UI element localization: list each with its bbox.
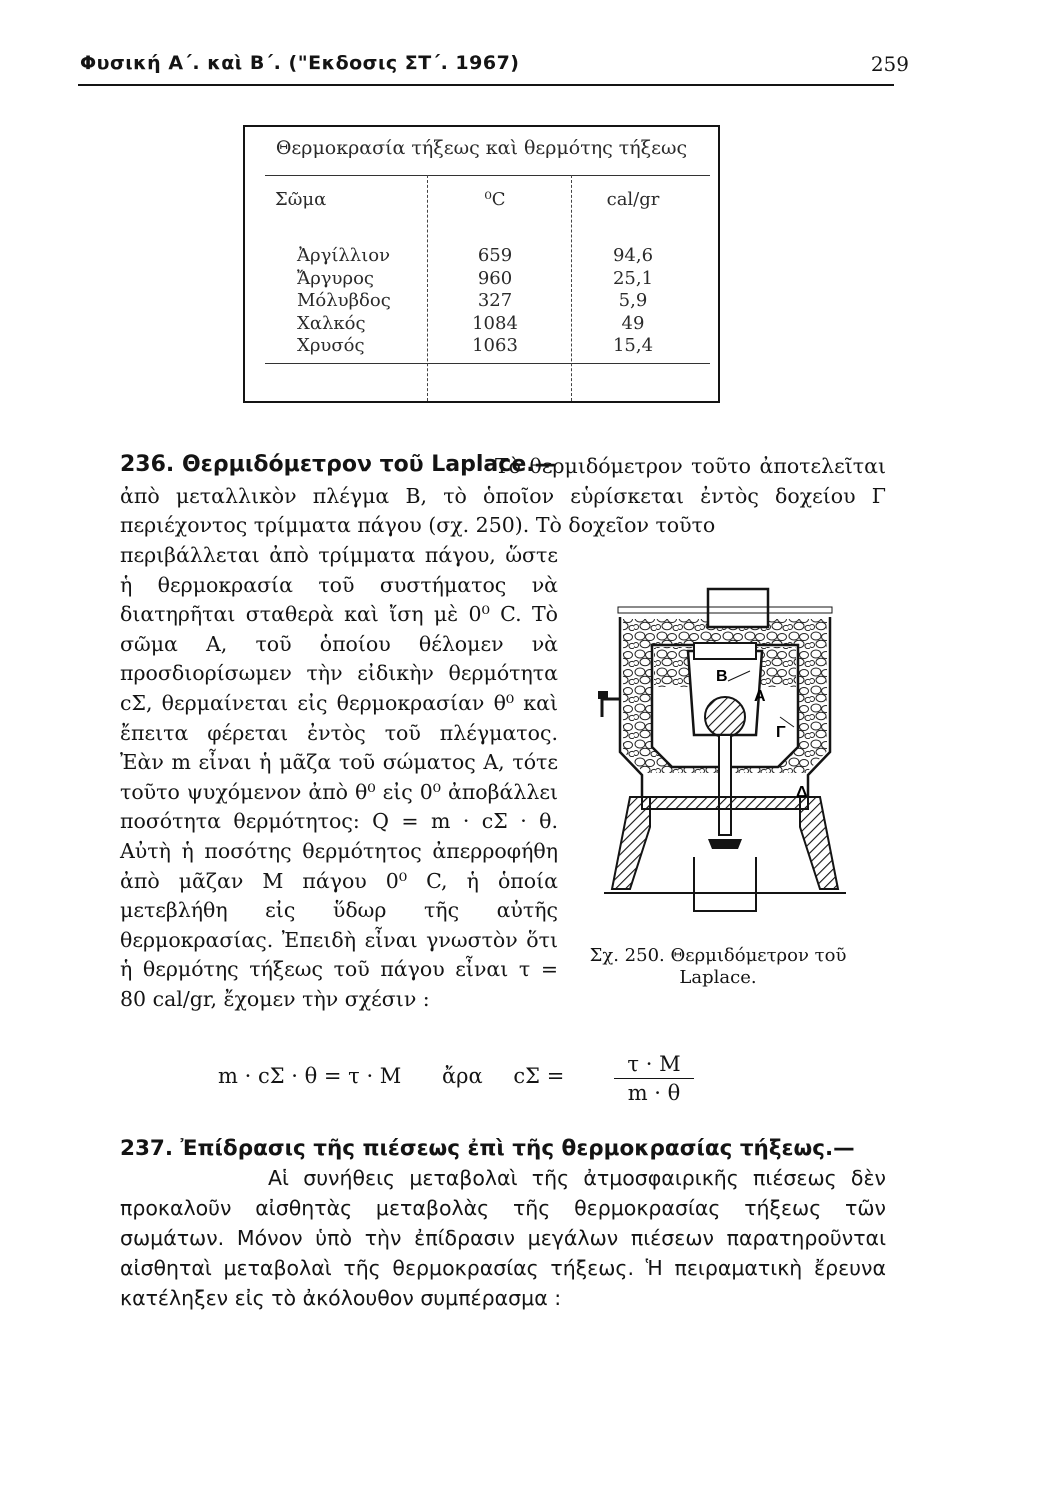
table-cell: Μόλυβδος <box>297 290 391 311</box>
melting-table <box>243 125 720 403</box>
table-cell: Χρυσός <box>297 335 365 356</box>
table-column-heat <box>593 245 673 358</box>
table-cell: 327 <box>477 290 513 311</box>
section-236-heading: 236. Θερμιδόμετρον τοῦ Laplace.— <box>120 452 557 477</box>
section-237-paragraph <box>120 1163 886 1313</box>
table-header-temp: ⁰C <box>484 189 506 210</box>
table-rule <box>265 175 710 176</box>
table-cell: 15,4 <box>612 335 654 356</box>
table-rule <box>265 363 710 364</box>
table-cell: Ἄργυρος <box>297 267 374 289</box>
figure-caption-line: Σχ. 250. Θερμιδόμετρον τοῦ <box>589 945 847 966</box>
table-column-body <box>297 245 391 358</box>
section-236-paragraph-full: Τὸ θερμιδόμετρον τοῦτο ἀποτελεῖται ἀπὸ μεταλλικὸν πλέγμα Β, τὸ ὁποῖον εὑρίσκεται ἐντὸς δοχείου Γ περιέχοντος τρίμματα πάγου (σχ. 250). Τὸ δοχεῖον τοῦτο <box>120 454 886 538</box>
section-237-text: Αἱ συνήθεις μεταβολαὶ τῆς ἀτμοσφαιρικῆς πιέσεως δὲν προκαλοῦν αἰσθητὰς μεταβολὰς τῆς θερμοκρασίας τήξεως τῶν σωμάτων. Μόνον ὑπὸ τὴν ἐπίδρασιν μεγάλων πιέσεων παρατηροῦνται αἰσθηταὶ μεταβολαὶ τῆς θερμοκρασίας τήξεως. Ἡ πειραματικὴ ἔρευνα κατέληξεν εἰς τὸ ἀκόλουθον συμπέρασμα : <box>120 1166 886 1310</box>
figure-label-g: Γ <box>776 724 786 741</box>
table-cell: Ἀργίλλιον <box>297 245 391 266</box>
formula <box>218 1064 564 1088</box>
table-caption: Θερμοκρασία τήξεως καὶ θερμότης τήξεως <box>275 137 688 159</box>
table-cell: Χαλκός <box>297 312 366 334</box>
formula-fraction <box>614 1052 694 1105</box>
table-cell: 1063 <box>472 335 518 356</box>
formula-equation: m · cΣ · θ = τ · Μ <box>218 1064 402 1088</box>
figure-label-a: Α <box>754 688 766 705</box>
formula-denominator: m · θ <box>627 1081 681 1105</box>
figure-label-d: Δ <box>796 784 808 801</box>
header-rule <box>78 84 894 86</box>
table-cell: 49 <box>621 312 645 334</box>
figure-caption <box>583 945 853 989</box>
table-column-temp <box>455 245 535 358</box>
calorimeter-drawing <box>598 589 846 911</box>
running-header: Φυσική Α΄. καὶ Β΄. ("Εκδοσις ΣΤ΄. 1967) <box>80 52 520 74</box>
table-cell: 25,1 <box>612 267 654 289</box>
formula-numerator: τ · Μ <box>614 1052 694 1079</box>
table-cell: 659 <box>477 245 513 266</box>
table-cell: 1084 <box>472 312 518 334</box>
table-divider <box>427 175 428 401</box>
page-number: 259 <box>870 52 909 76</box>
figure-caption-line: Laplace. <box>679 967 757 988</box>
table-header-body: Σῶμα <box>275 189 327 210</box>
table-header-heat: cal/gr <box>606 189 660 210</box>
figure-label-b: Β <box>716 668 728 685</box>
table-divider <box>571 175 572 401</box>
table-cell: 5,9 <box>618 290 648 311</box>
section-237-heading: 237. Ἐπίδρασις τῆς πιέσεως ἐπὶ τῆς θερμοκρασίας τήξεως.— <box>120 1136 855 1161</box>
laplace-calorimeter-figure <box>590 577 860 937</box>
section-236-paragraph-left: περιβάλλεται ἀπὸ τρίμματα πάγου, ὥστε ἡ θερμοκρασία τοῦ συστήματος νὰ διατηρῆται σταθερὰ καὶ ἴση μὲ 0⁰ C. Τὸ σῶμα Α, τοῦ ὁποίου θέλομεν νὰ προσδιορίσωμεν τὴν εἰδικὴν θερμότητα cΣ, θερμαίνεται εἰς θερμοκρασίαν θ⁰ καὶ ἔπειτα φέρεται ἐντὸς τοῦ πλέγματος. Ἐὰν m εἶναι ἡ μᾶζα τοῦ σώματος Α, τότε τοῦτο ψυχόμενον ἀπὸ θ⁰ εἰς 0⁰ ἀποβάλλει ποσότητα θερμότητος: Q = m · cΣ · θ. Αὐτὴ ἡ ποσότης θερμότητος ἀπερροφήθη ἀπὸ μᾶζαν Μ πάγου 0⁰ C, ἡ ὁποία μετεβλήθη εἰς ὕδωρ τῆς αὐτῆς θερμοκρασίας. Ἐπειδὴ εἶναι γνωστὸν ὅτι ἡ θερμότης τήξεως τοῦ πάγου εἶναι τ = 80 cal/gr, ἔχομεν τὴν σχέσιν : <box>120 543 558 1011</box>
table-cell: 94,6 <box>612 245 654 266</box>
formula-connector: ἄρα <box>442 1064 483 1088</box>
table-cell: 960 <box>477 267 513 289</box>
formula-lhs: cΣ = <box>513 1064 565 1088</box>
